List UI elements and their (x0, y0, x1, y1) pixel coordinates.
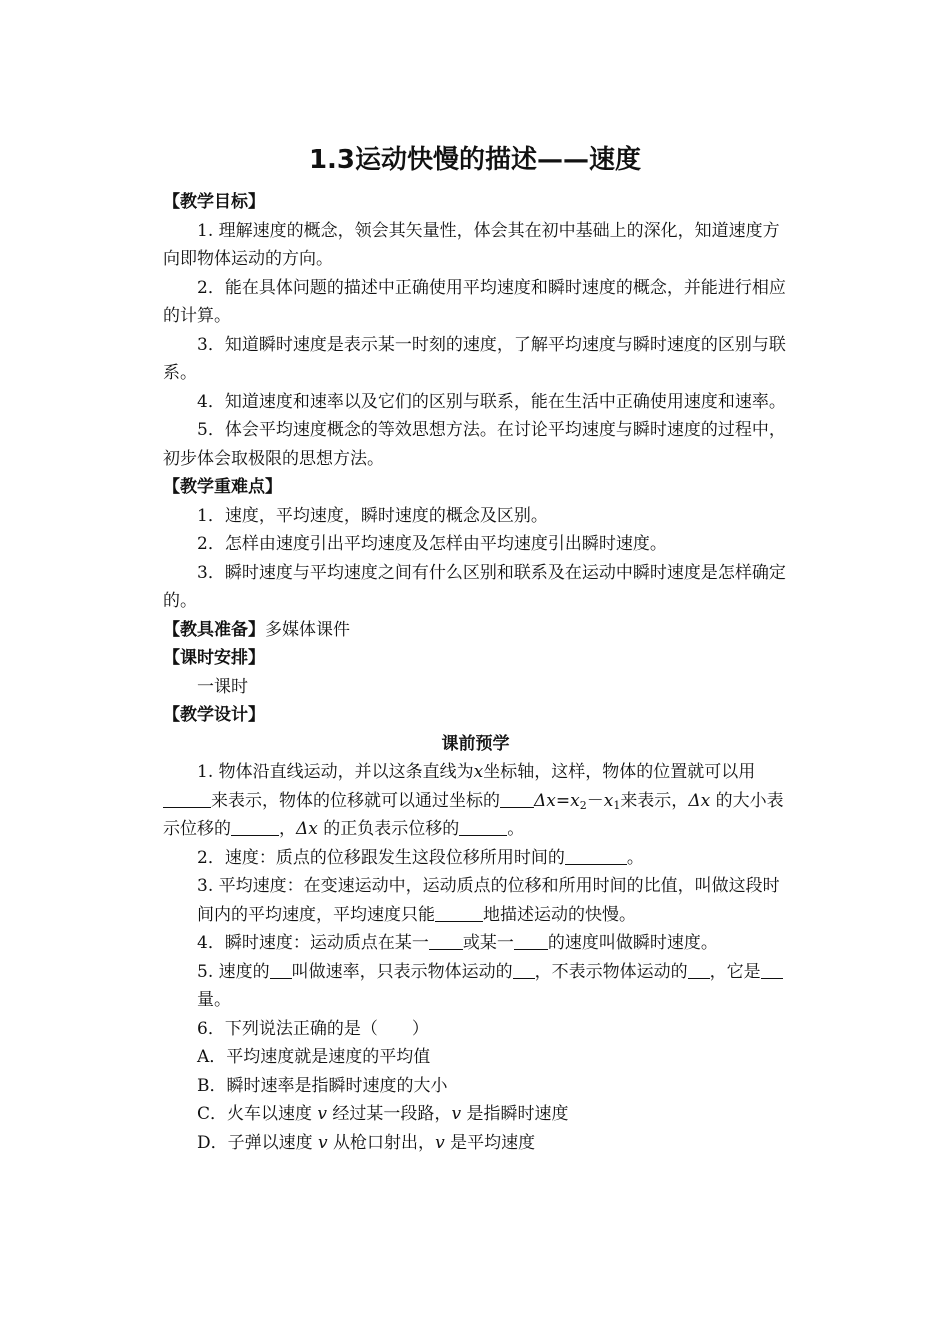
choice-b: B．瞬时速率是指瞬时速度的大小 (197, 1075, 448, 1096)
goal-item: 2．能在具体问题的描述中正确使用平均速度和瞬时速度的概念，并能进行相应的计算。 (163, 277, 786, 326)
keypoint-item: 2．怎样由速度引出平均速度及怎样由平均速度引出瞬时速度。 (197, 534, 667, 554)
keypoint-item: 3．瞬时速度与平均速度之间有什么区别和联系及在运动中瞬时速度是怎样确定的。 (163, 562, 786, 611)
fill-blank (514, 932, 548, 950)
page-title: 1.3运动快慢的描述——速度 (308, 145, 642, 175)
fill-blank (565, 847, 627, 865)
fill-blank (163, 790, 211, 808)
section-heading-keypoints: 【教学重难点】 (163, 477, 282, 497)
fill-blank (688, 961, 710, 979)
section-heading-goals: 【教学目标】 (163, 192, 265, 212)
fill-blank (500, 790, 534, 808)
question-5: 5. 速度的 叫做速率，只表示物体运动的 ，不表示物体运动的 ，它是量。 (163, 958, 788, 1015)
choice-c: C．火车以速度 v 经过某一段路，v 是指瞬时速度 (197, 1104, 569, 1124)
fill-blank (429, 932, 463, 950)
goal-item: 3．知道瞬时速度是表示某一时刻的速度，了解平均速度与瞬时速度的区别与联系。 (163, 334, 786, 383)
schedule-text: 一课时 (197, 676, 248, 697)
choice-a: A．平均速度就是速度的平均值 (197, 1047, 431, 1067)
question-2: 2．速度：质点的位移跟发生这段位移所用时间的 。 (197, 847, 644, 868)
fill-blank (270, 961, 292, 979)
fill-blank (435, 904, 483, 922)
question-1: 1. 物体沿直线运动，并以这条直线为x坐标轴，这样，物体的位置就可以用来表示，物体的位移就可以通过坐标的 $\Delta x=x_2-x_1$来表示，Δx 的大小表示位移的 ，Δx 的正负表示位移的 。 (163, 762, 784, 839)
question-3: 3. 平均速度：在变速运动中，运动质点的位移和所用时间的比值，叫做这段时间内的平均速度，平均速度只能 地描述运动的快慢。 (197, 876, 780, 925)
question-4: 4．瞬时速度：运动质点在某一 或某一 的速度叫做瞬时速度。 (197, 933, 718, 953)
section-heading-design: 【教学设计】 (163, 705, 265, 725)
keypoint-item: 1．速度，平均速度，瞬时速度的概念及区别。 (197, 505, 548, 526)
subsection-heading-preview: 课前预学 (441, 733, 510, 754)
question-6-stem: 6．下列说法正确的是（ ） (197, 1018, 429, 1039)
section-heading-tools: 【教具准备】 (163, 619, 265, 640)
fill-blank (761, 961, 783, 979)
document-body (163, 188, 788, 1157)
fill-blank (513, 961, 535, 979)
tools-line (163, 616, 788, 645)
choice-d: D．子弹以速度 v 从枪口射出，v 是平均速度 (197, 1132, 536, 1153)
tools-text: 多媒体课件 (265, 619, 350, 640)
fill-blank (459, 818, 507, 836)
goal-item: 5．体会平均速度概念的等效思想方法。在讨论平均速度与瞬时速度的过程中，初步体会取极限的思想方法。 (163, 420, 786, 469)
goal-item: 1. 理解速度的概念，领会其矢量性，体会其在初中基础上的深化，知道速度方向即物体运动的方向。 (163, 220, 780, 269)
fill-blank (231, 818, 279, 836)
goal-item: 4．知道速度和速率以及它们的区别与联系，能在生活中正确使用速度和速率。 (197, 391, 786, 412)
section-heading-schedule: 【课时安排】 (163, 648, 265, 668)
